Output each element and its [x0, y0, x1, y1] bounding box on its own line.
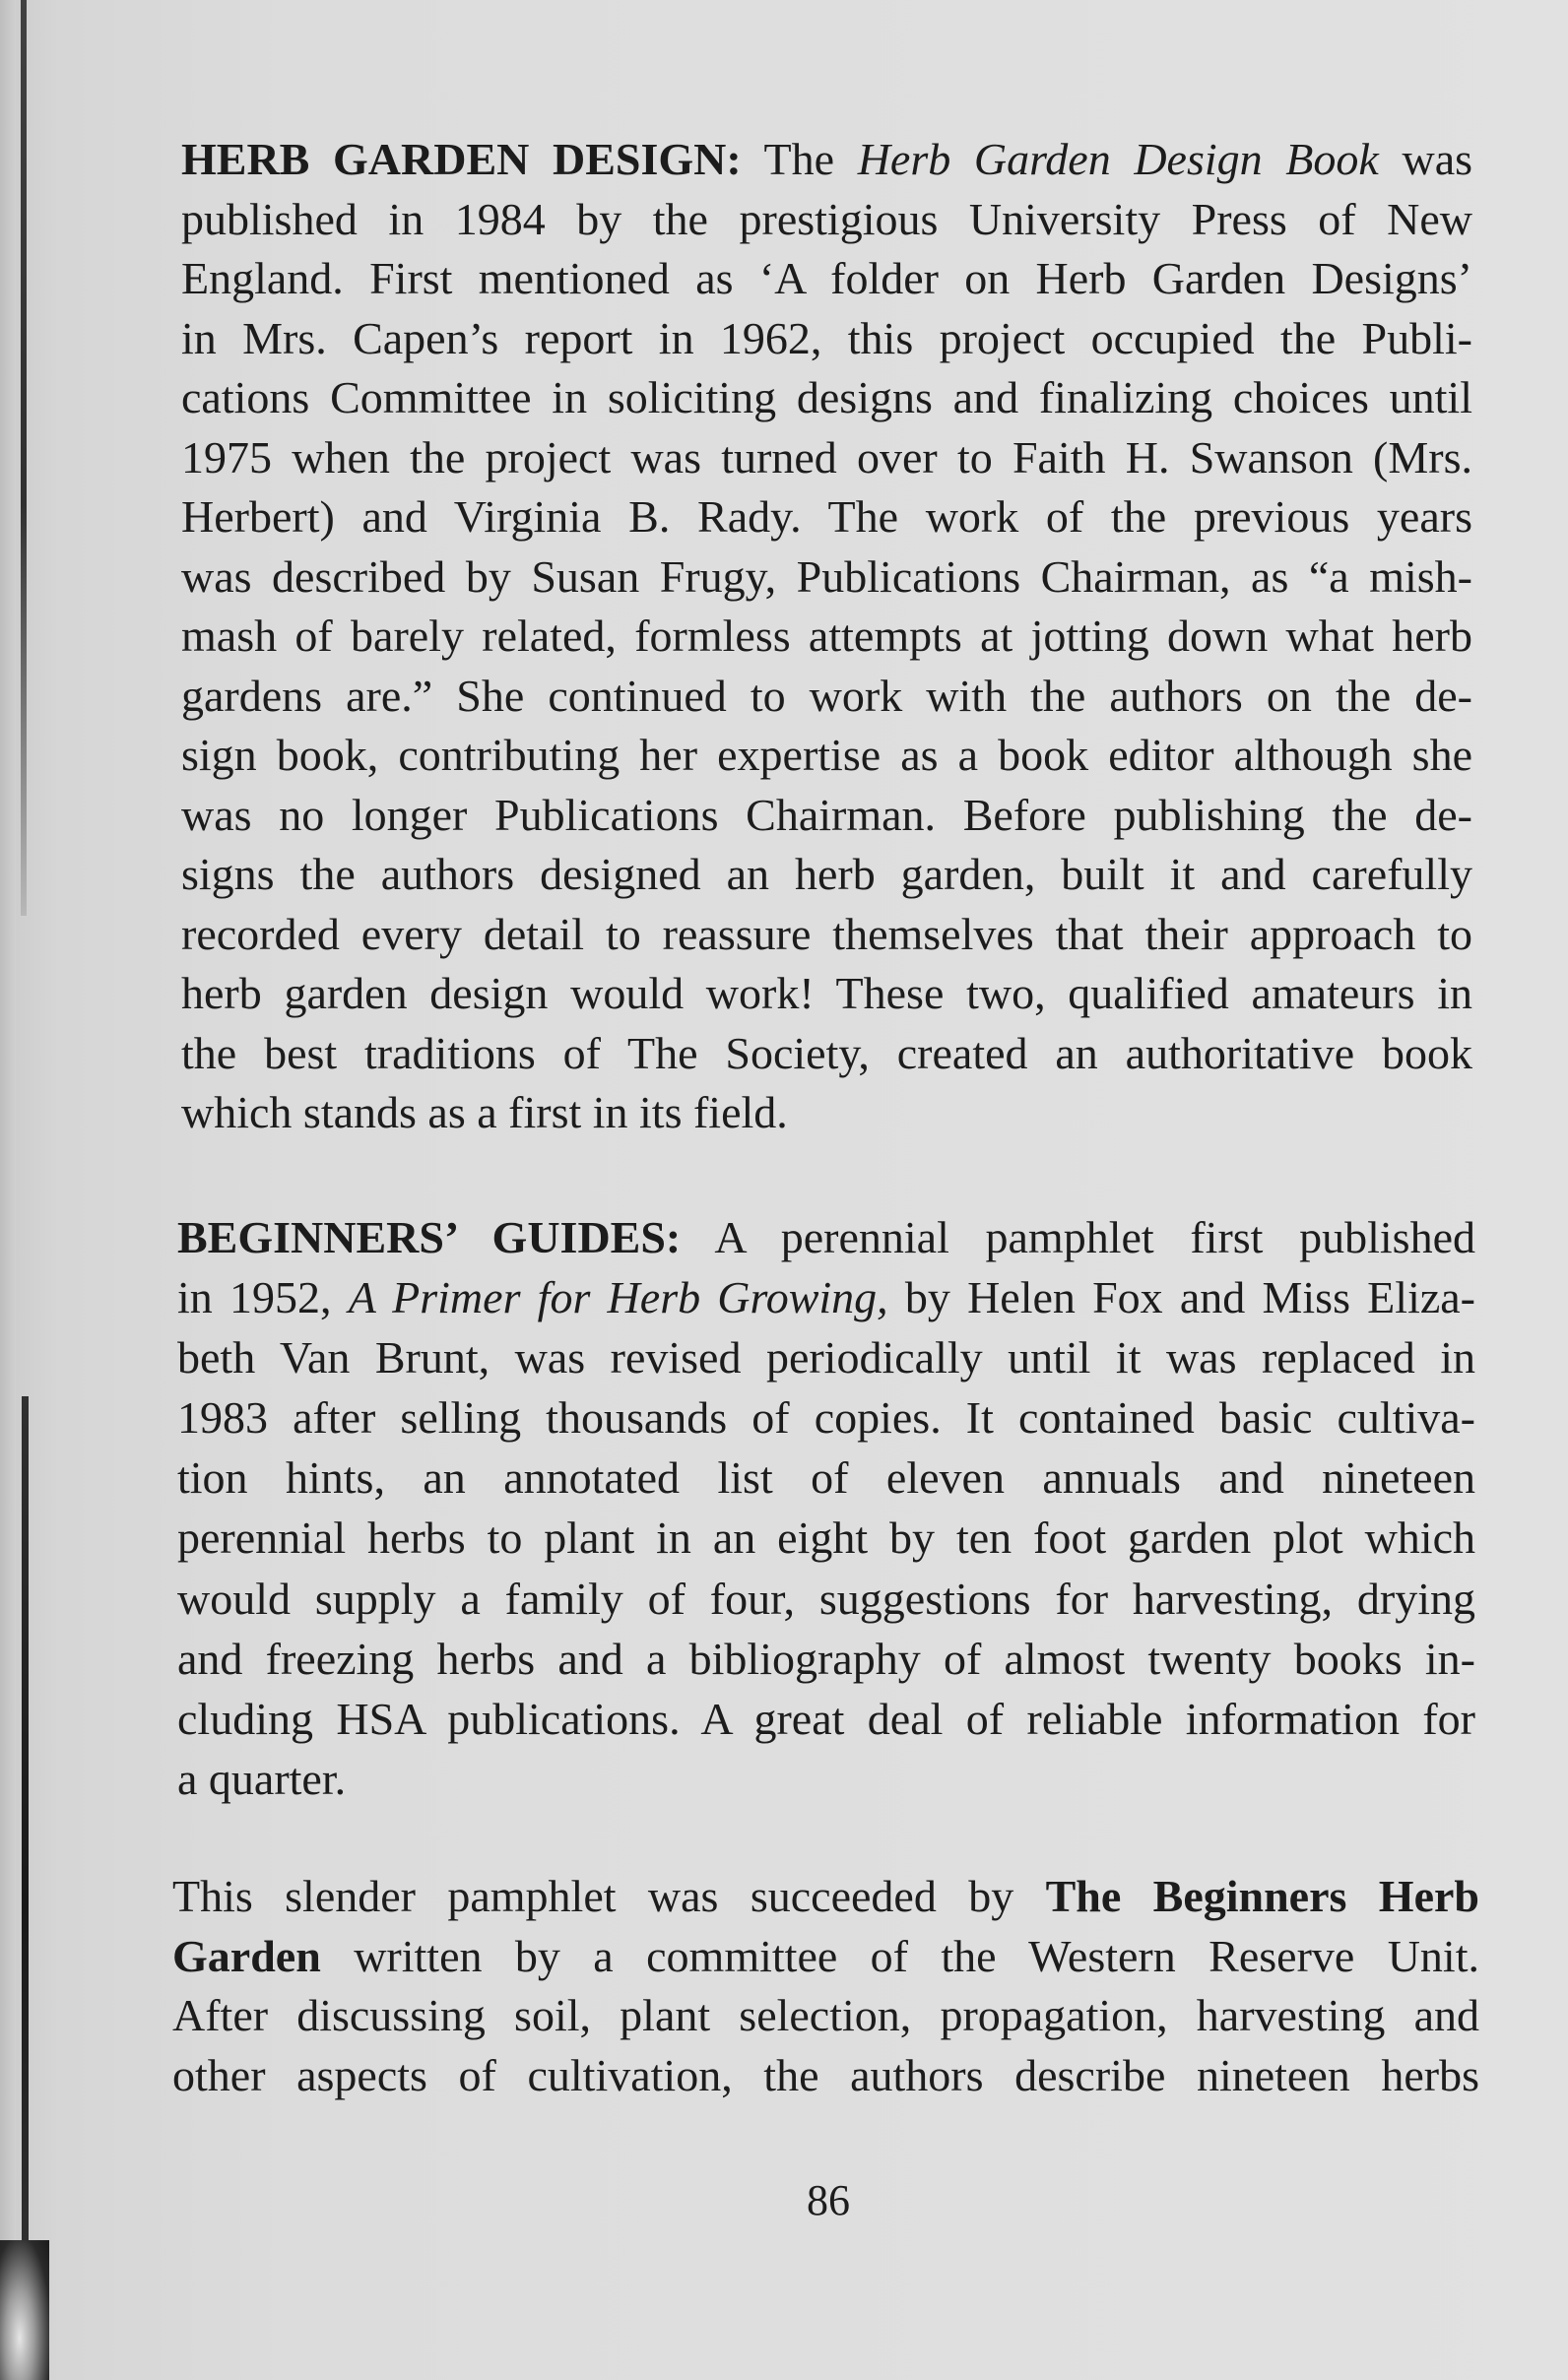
text-line	[177, 1207, 1475, 1267]
text-line: was no longer Publications Chairman. Before publishing the de-	[181, 789, 1472, 840]
text-line: and freezing herbs and a bibliography of almost twenty books in-	[177, 1633, 1475, 1684]
paragraph-herb-garden-design	[181, 130, 1472, 1143]
line-text: was	[1378, 134, 1472, 184]
book-title: The Beginners Herb	[1045, 1871, 1479, 1921]
line-text: The	[741, 134, 858, 184]
text-line: published in 1984 by the prestigious University Press of New	[181, 193, 1472, 244]
section-heading: HERB GARDEN DESIGN:	[181, 134, 742, 184]
book-title: Herb Garden Design Book	[857, 134, 1379, 184]
text-line: sign book, contributing her expertise as a book editor although she	[181, 730, 1472, 780]
text-line: cluding HSA publications. A great deal of reliable information for	[177, 1693, 1475, 1744]
text-line: tion hints, an annotated list of eleven annuals and nineteen	[177, 1452, 1475, 1504]
text-line: Herbert) and Virginia B. Rady. The work of the previous years	[181, 491, 1472, 542]
line-text: written by a committee of the Western Reserve Unit.	[320, 1930, 1479, 1981]
text-line: gardens are.” She continued to work with the authors on the de-	[181, 670, 1472, 721]
paragraph-beginners-guides	[177, 1207, 1475, 1809]
line-text: in 1952,	[177, 1272, 349, 1323]
text-line: mash of barely related, formless attempts at jotting down what herb	[181, 611, 1472, 661]
section-heading: BEGINNERS’ GUIDES:	[177, 1212, 682, 1262]
text-line: which stands as a first in its field.	[181, 1087, 788, 1137]
text-line: perennial herbs to plant in an eight by ten foot garden plot which	[177, 1512, 1475, 1564]
line-text: A perennial pamphlet first published	[681, 1212, 1475, 1262]
text-line: the best traditions of The Society, created an authoritative book	[181, 1027, 1472, 1078]
text-line: herb garden design would work! These two, qualified amateurs in	[181, 968, 1472, 1018]
line-text: by Helen Fox and Miss Eliza-	[887, 1272, 1475, 1323]
line-text: This slender pamphlet was succeeded by	[172, 1871, 1046, 1921]
book-title: A Primer for Herb Growing,	[348, 1272, 888, 1323]
text-line: cations Committee in soliciting designs and finalizing choices until	[181, 372, 1472, 422]
text-line	[172, 1867, 1479, 1927]
text-line: After discussing soil, plant selection, propagation, harvesting and	[172, 1990, 1479, 2041]
text-line: beth Van Brunt, was revised periodically until it was replaced in	[177, 1332, 1475, 1383]
text-line: would supply a family of four, suggestions for harvesting, drying	[177, 1573, 1475, 1624]
text-line	[177, 1267, 1475, 1327]
binding-shadow-bottom	[22, 1396, 29, 2243]
page-number: 86	[807, 2176, 850, 2224]
paragraph-beginners-herb-garden	[172, 1867, 1479, 2105]
text-line: 1983 after selling thousands of copies. It contained basic cultiva-	[177, 1392, 1475, 1444]
text-line: recorded every detail to reassure themselves that their approach to	[181, 908, 1472, 959]
text-line: in Mrs. Capen’s report in 1962, this project occupied the Publi-	[181, 312, 1472, 363]
text-line: signs the authors designed an herb garden, built it and carefully	[181, 849, 1472, 899]
text-line: was described by Susan Frugy, Publications Chairman, as “a mish-	[181, 550, 1472, 602]
text-line	[172, 1927, 1479, 1987]
text-line: a quarter.	[177, 1753, 347, 1804]
binding-corner-shadow	[0, 2240, 49, 2380]
text-line: England. First mentioned as ‘A folder on Herb Garden Designs’	[181, 253, 1472, 303]
text-line: other aspects of cultivation, the authors describe nineteen herbs	[172, 2049, 1479, 2100]
book-title: Garden	[172, 1930, 321, 1981]
page-edge-shadow	[0, 0, 16, 2380]
binding-shadow-top	[21, 0, 27, 916]
text-line	[181, 130, 1472, 190]
text-line: 1975 when the project was turned over to Faith H. Swanson (Mrs.	[181, 431, 1472, 482]
